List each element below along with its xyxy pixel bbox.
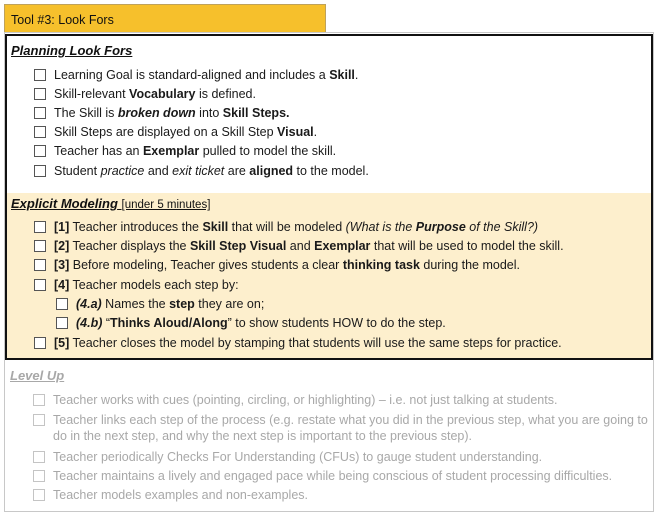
- checkbox[interactable]: [34, 221, 46, 233]
- modeling-section: [5, 193, 653, 360]
- checkbox[interactable]: [34, 337, 46, 349]
- modeling-item-4[interactable]: [4] Teacher models each step by:: [34, 277, 239, 294]
- modeling-item-2[interactable]: [2] Teacher displays the Skill Step Visual and Exemplar that will be used to model the skill.: [34, 238, 564, 255]
- level-up-item-1[interactable]: Teacher works with cues (pointing, circling, or highlighting) – i.e. not just talking at students.: [33, 392, 557, 409]
- level-up-title: Level Up: [10, 368, 65, 383]
- planning-item-6[interactable]: Student practice and exit ticket are aligned to the model.: [34, 163, 369, 180]
- level-up-item-2[interactable]: Teacher links each step of the process (e.g. restate what you did in the previous step, what you are going to do in the next step, and why the next step is important to the previous step).: [33, 412, 653, 444]
- checkbox[interactable]: [34, 279, 46, 291]
- modeling-title: Explicit Modeling [under 5 minutes]: [11, 196, 211, 211]
- checkbox[interactable]: [34, 145, 46, 157]
- checkbox[interactable]: [33, 414, 45, 426]
- modeling-subitem-4a[interactable]: (4.a) Names the step they are on;: [56, 296, 264, 313]
- planning-item-2[interactable]: Skill-relevant Vocabulary is defined.: [34, 86, 256, 103]
- checkbox[interactable]: [33, 470, 45, 482]
- modeling-item-1[interactable]: [1] Teacher introduces the Skill that will be modeled (What is the Purpose of the Skill?): [34, 219, 538, 236]
- level-up-section: [6, 362, 646, 507]
- level-up-item-3[interactable]: Teacher periodically Checks For Understanding (CFUs) to gauge student understanding.: [33, 449, 542, 466]
- checkbox[interactable]: [34, 240, 46, 252]
- checkbox[interactable]: [34, 69, 46, 81]
- tool-title: Tool #3: Look Fors: [11, 13, 114, 27]
- checkbox[interactable]: [34, 259, 46, 271]
- modeling-subitem-4b[interactable]: (4.b) “Thinks Aloud/Along” to show students HOW to do the step.: [56, 315, 446, 332]
- tool-title-tab: [4, 4, 326, 32]
- planning-title: Planning Look Fors: [11, 43, 133, 58]
- checkbox[interactable]: [33, 394, 45, 406]
- checkbox[interactable]: [56, 317, 68, 329]
- planning-item-1[interactable]: Learning Goal is standard-aligned and includes a Skill.: [34, 67, 358, 84]
- modeling-item-5[interactable]: [5] Teacher closes the model by stamping that students will use the same steps for practice.: [34, 335, 562, 352]
- planning-item-3[interactable]: The Skill is broken down into Skill Steps.: [34, 105, 290, 122]
- planning-item-5[interactable]: Teacher has an Exemplar pulled to model the skill.: [34, 143, 336, 160]
- checkbox[interactable]: [56, 298, 68, 310]
- modeling-item-3[interactable]: [3] Before modeling, Teacher gives students a clear thinking task during the model.: [34, 257, 520, 274]
- checkbox[interactable]: [34, 107, 46, 119]
- checkbox[interactable]: [34, 126, 46, 138]
- level-up-item-5[interactable]: Teacher models examples and non-examples.: [33, 487, 308, 504]
- checkbox[interactable]: [34, 88, 46, 100]
- checkbox[interactable]: [34, 165, 46, 177]
- checkbox[interactable]: [33, 451, 45, 463]
- planning-item-4[interactable]: Skill Steps are displayed on a Skill Step Visual.: [34, 124, 317, 141]
- checkbox[interactable]: [33, 489, 45, 501]
- modeling-time-note: [under 5 minutes]: [121, 199, 211, 211]
- planning-section: [5, 34, 653, 193]
- level-up-item-4[interactable]: Teacher maintains a lively and engaged pace while being conscious of student processing difficulties.: [33, 468, 612, 485]
